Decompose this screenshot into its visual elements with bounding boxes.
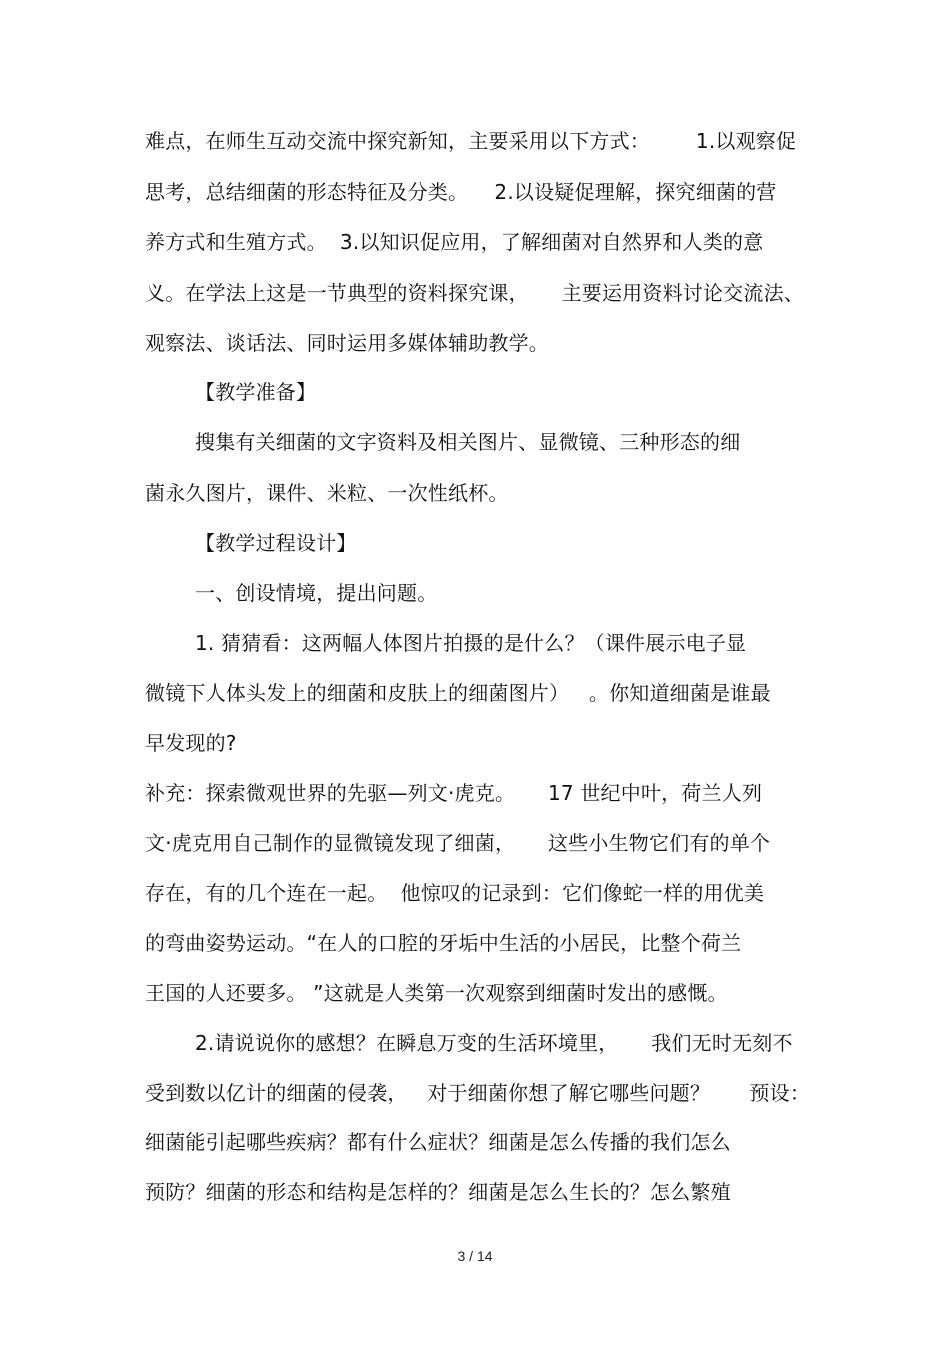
- text-line: 早发现的?: [145, 731, 237, 755]
- section-heading: 【教学准备】: [195, 380, 317, 404]
- text-line: 的弯曲姿势运动。“在人的口腔的牙垢中生活的小居民，比整个荷兰: [145, 931, 742, 955]
- text-line: 补充：探索微观世界的先驱—列文·虎克。 17 世纪中叶，荷兰人列: [145, 781, 763, 805]
- text-line: 王国的人还要多。 ”这就是人类第一次观察到细菌时发出的感慨。: [145, 981, 728, 1005]
- text-line: 思考，总结细菌的形态特征及分类。 2.以设疑促理解，探究细菌的营: [145, 180, 777, 204]
- text-line: 存在，有的几个连在一起。 他惊叹的记录到：它们像蛇一样的用优美: [145, 881, 765, 905]
- text-line: 难点，在师生互动交流中探究新知，主要采用以下方式： 1.以观察促: [145, 129, 797, 153]
- text-line: 义。在学法上这是一节典型的资料探究课， 主要运用资料讨论交流法、: [145, 281, 804, 305]
- text-line: 菌永久图片，课件、米粒、一次性纸杯。: [145, 481, 509, 505]
- page-number: 3 / 14: [457, 1248, 493, 1264]
- text-line: 观察法、谈话法、同时运用多媒体辅助教学。: [145, 331, 549, 355]
- text-line: 受到数以亿计的细菌的侵袭， 对于细菌你想了解它哪些问题？ 预设：: [145, 1081, 811, 1105]
- subsection-heading: 一、创设情境，提出问题。: [195, 581, 438, 605]
- text-line: 微镜下人体头发上的细菌和皮肤上的细菌图片） 。你知道细菌是谁最: [145, 681, 771, 705]
- text-line: 1. 猜猜看：这两幅人体图片拍摄的是什么？（课件展示电子显: [195, 631, 747, 655]
- text-line: 搜集有关细菌的文字资料及相关图片、显微镜、三种形态的细: [195, 430, 741, 454]
- text-line: 预防？细菌的形态和结构是怎样的？细菌是怎么生长的？怎么繁殖: [145, 1180, 731, 1204]
- text-line: 养方式和生殖方式。 3.以知识促应用，了解细菌对自然界和人类的意: [145, 230, 764, 254]
- section-heading: 【教学过程设计】: [195, 531, 357, 555]
- text-line: 2.请说说你的感想？在瞬息万变的生活环境里， 我们无时无刻不: [195, 1031, 793, 1055]
- text-line: 细菌能引起哪些疾病？都有什么症状？细菌是怎么传播的我们怎么: [145, 1130, 731, 1154]
- text-line: 文·虎克用自己制作的显微镜发现了细菌， 这些小生物它们有的单个: [145, 831, 771, 855]
